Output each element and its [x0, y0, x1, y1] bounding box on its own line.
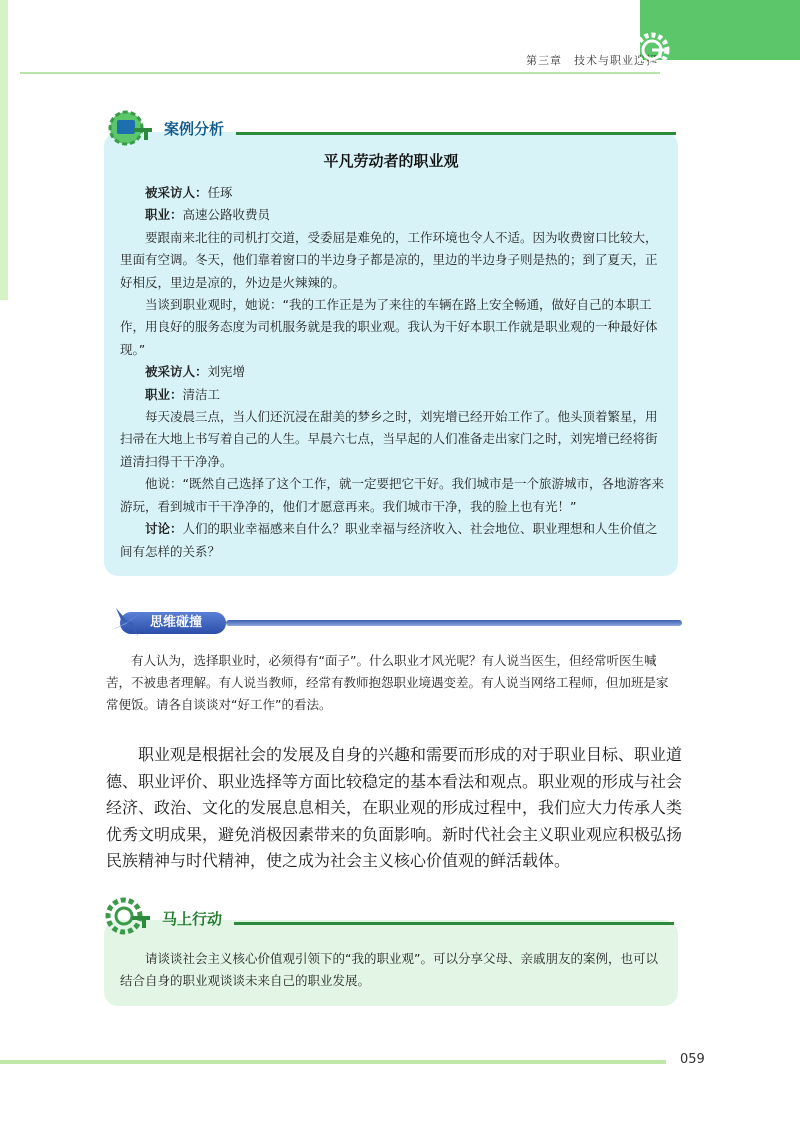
top-rule: [20, 72, 660, 74]
case-paragraph: 要跟南来北往的司机打交道，受委屈是难免的，工作环境也令人不适。因为收费窗口比较大，里面有空调。冬天，他们靠着窗口的半边身子都是凉的，里边的半边身子则是热的；到了夏天，正好相反，里边是凉的，外边是火辣辣的。: [120, 229, 658, 290]
job-label: 职业：: [145, 207, 183, 223]
pinwheel-icon: [108, 604, 148, 644]
case-paragraph: 每天凌晨三点，当人们还沉浸在甜美的梦乡之时，刘宪增已经开始工作了。他头顶着繁星，用扫帚在大地上书写着自己的人生。早晨六七点，当早起的人们准备走出家门之时，刘宪增已经将街道清扫得干干净净。: [120, 409, 658, 469]
bottom-rule: [0, 1060, 666, 1064]
thinking-header: [104, 600, 684, 640]
case-paragraph: 他说：“既然自己选择了这个工作，就一定要把它干好。我们城市是一个旅游城市，各地游客来游玩，看到城市干干净净的，他们才愿意再来。我们城市干净，我的脸上也有光！”: [120, 476, 664, 514]
case-analysis-header: [106, 108, 680, 144]
thinking-header-line: [226, 620, 682, 626]
job-value: 清洁工: [182, 386, 221, 402]
case-analysis-tag: 案例分析: [164, 120, 225, 138]
case-body: [120, 182, 668, 563]
discussion-label: 讨论：: [145, 521, 183, 537]
interviewee-label: 被采访人：: [145, 364, 208, 380]
act-header-line: [234, 922, 674, 925]
main-paragraph: 职业观是根据社会的发展及自身的兴趣和需要而形成的对于职业目标、职业道德、职业评价、职业选择等方面比较稳定的基本看法和观点。职业观的形成与社会经济、政治、文化的发展息息相关，在职业观的形成过程中，我们应大力传承人类优秀文明成果，避免消极因素带来的负面影响。新时代社会主义职业观应积极弘扬民族精神与时代精神，使之成为社会主义核心价值观的鲜活载体。: [106, 745, 683, 870]
thinking-tag: 思维碰撞: [120, 612, 226, 634]
case-header-line: [236, 132, 676, 135]
gear-logo-icon: [632, 30, 672, 70]
gear-icon: [106, 108, 162, 152]
interviewee-name: 任琢: [207, 185, 233, 200]
case-paragraph: 当谈到职业观时，她说：“我的工作正是为了来往的车辆在路上安全畅通，做好自己的本职工作，用良好的服务态度为司机服务就是我的职业观。我认为干好本职工作就是职业观的一种最好体现。”: [120, 297, 658, 357]
interviewee-label: 被采访人：: [145, 185, 208, 200]
interviewee-name: 刘宪增: [207, 364, 246, 380]
job-label: 职业：: [145, 386, 183, 402]
case-title: 平凡劳动者的职业观: [323, 152, 459, 170]
running-head: 第三章 技术与职业选择: [526, 54, 658, 67]
discussion-text: 人们的职业幸福感来自什么？职业幸福与经济收入、社会地位、职业理想和人生价值之间有怎样的关系？: [120, 521, 658, 559]
page-number: 059: [680, 1052, 705, 1067]
thinking-text: 有人认为，选择职业时，必须得有“面子”。什么职业才风光呢？有人说当医生，但经常听医生喊苦，不被患者理解。有人说当教师，经常有教师抱怨职业境遇变差。有人说当网络工程师，但加班是家常便饭。请各自谈谈对“好工作”的看法。: [106, 653, 669, 712]
thinking-body: [106, 650, 680, 716]
gear-icon: [104, 896, 160, 940]
left-decorative-strip: [0, 0, 8, 300]
main-text: [106, 742, 686, 875]
act-now-text: 请谈谈社会主义核心价值观引领下的“我的职业观”。可以分享父母、亲戚朋友的案例，也可以结合自身的职业观谈谈未来自己的职业发展。: [120, 951, 658, 988]
act-now-tag: 马上行动: [162, 910, 223, 928]
job-value: 高速公路收费员: [182, 207, 271, 223]
act-now-body: [120, 948, 668, 992]
act-now-header: [104, 896, 684, 936]
